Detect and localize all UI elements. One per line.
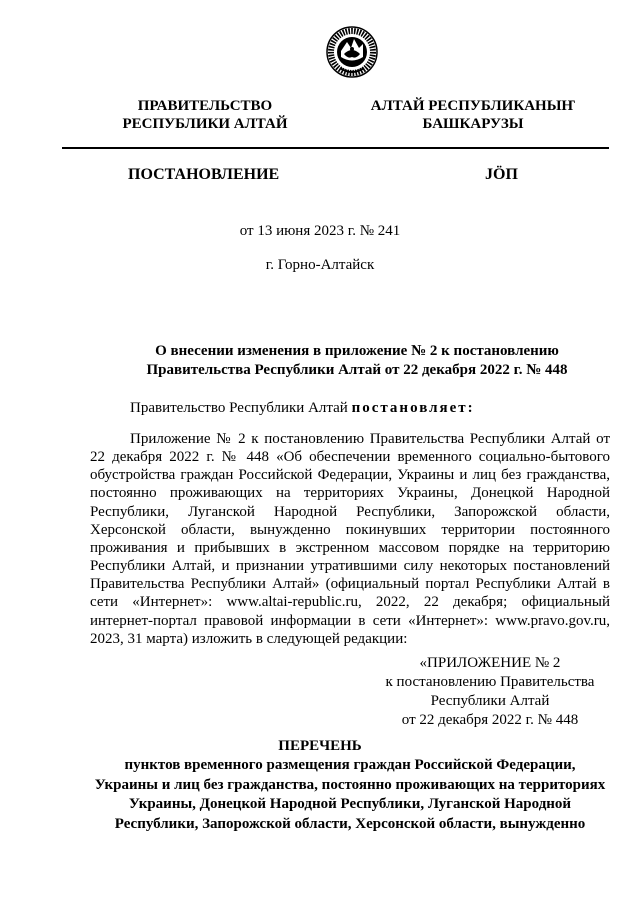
appendix-line3: Республики Алтай xyxy=(430,693,550,709)
header-government-alt xyxy=(368,97,578,133)
header-right-line1: АЛТАЙ РЕСПУБЛИКАНЫҤ xyxy=(370,98,576,114)
preamble xyxy=(130,399,475,417)
title-line2: Правительства Республики Алтай от 22 декабря 2022 г. № 448 xyxy=(146,362,568,378)
list-description xyxy=(70,756,630,834)
header-right-line2: БАШКАРУЗЫ xyxy=(422,116,524,132)
document-title xyxy=(92,342,622,380)
city: г. Горно-Алтайск xyxy=(265,257,375,273)
date-number: от 13 июня 2023 г. № 241 xyxy=(239,223,401,239)
appendix-block xyxy=(360,654,620,730)
doc-type-ru: ПОСТАНОВЛЕНИЕ xyxy=(128,166,280,183)
preamble-emphasis: постановляет: xyxy=(351,400,475,416)
list-line2: Украины и лиц без гражданства, постоянно проживающих на территориях xyxy=(94,776,606,793)
header-left-line1: ПРАВИТЕЛЬСТВО xyxy=(137,98,273,114)
appendix-line4: от 22 декабря 2022 г. № 448 xyxy=(401,712,579,728)
appendix-line1: «ПРИЛОЖЕНИЕ № 2 xyxy=(419,655,561,671)
header-divider xyxy=(62,147,609,149)
coat-of-arms-emblem xyxy=(326,24,378,80)
appendix-line2: к постановлению Правительства xyxy=(385,674,595,690)
title-line1: О внесении изменения в приложение № 2 к постановлению xyxy=(155,343,559,359)
body-text xyxy=(90,430,610,648)
header-government-ru xyxy=(100,97,310,133)
list-line3: Украины, Донецкой Народной Республики, Луганской Народной xyxy=(128,796,572,812)
preamble-text: Правительство Республики Алтай xyxy=(130,400,352,416)
doc-type-alt: JӦП xyxy=(485,166,518,183)
header-left-line2: РЕСПУБЛИКИ АЛТАЙ xyxy=(122,116,288,132)
list-line4: Республики, Запорожской области, Херсонской области, вынужденно xyxy=(114,815,586,832)
list-heading: ПЕРЕЧЕНЬ xyxy=(278,738,362,754)
body-paragraph: Приложение № 2 к постановлению Правительства Республики Алтай от 22 декабря 2022 г. № 448 «Об обеспечении временного социально-бытового обустройства граждан Российской Федерации, Украины и лиц без гражданства, постоянно проживающих на территориях Украины, Донецкой Народной Республики, Луганской Народной Республики, Запорожской области, Херсонской области, вынужденно покинувших территории постоянного проживания и прибывших в экстренном массовом порядке на территорию Республики Алтай, и признании утратившими силу некоторых постановлений Правительства Республики Алтай» (официальный портал Республики Алтай в сети «Интернет»: www.altai-republic.ru, 2022, 22 декабря; официальный интернет-портал правовой информации в сети «Интернет»: www.pravo.gov.ru, 2023, 31 марта) изложить в следующей редакции: xyxy=(90,431,610,647)
list-line1: пунктов временного размещения граждан Российской Федерации, xyxy=(124,757,576,773)
